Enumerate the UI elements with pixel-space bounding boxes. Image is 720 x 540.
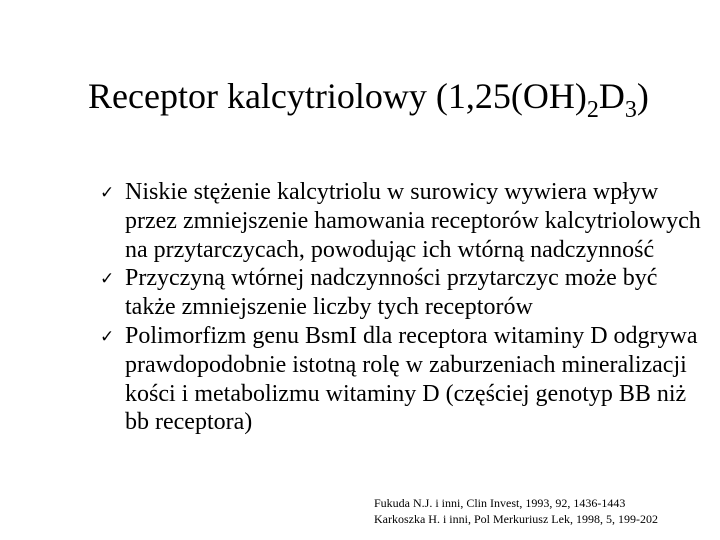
list-item [100, 322, 710, 437]
checkmark-icon: ✓ [100, 326, 115, 347]
citation-fukuda: Fukuda N.J. i inni, Clin Invest, 1993, 92, 1436-1443 [374, 496, 626, 510]
list-item [100, 178, 710, 264]
citation-karkoszka: Karkoszka H. i inni, Pol Merkuriusz Lek, 1998, 5, 199-202 [374, 512, 658, 526]
bullet-text: Polimorfizm genu BsmI dla receptora witaminy D odgrywa prawdopodobnie istotną rolę w zaburzeniach mineralizacji kości i metabolizmu witaminy D (częściej genotyp BB niż bb receptora) [125, 322, 698, 436]
bullet-list [100, 178, 710, 437]
slide-title [88, 73, 649, 123]
bullet-text: Niskie stężenie kalcytriolu w surowicy wywiera wpływ przez zmniejszenie hamowania receptorów kalcytriolowych na przytarczycach, powodując ich wtórną nadczynność [125, 179, 701, 263]
title-main: Receptor kalcytriolowy (1,25(OH) [88, 76, 587, 116]
checkmark-icon: ✓ [100, 183, 115, 203]
title-subscript-2: 2 [586, 97, 599, 123]
title-subscript-3: 3 [624, 97, 637, 123]
bullet-text: Przyczyną wtórnej nadczynności przytarczyc może być także zmniejszenie liczby tych receptorów [125, 265, 658, 321]
checkmark-icon: ✓ [100, 269, 115, 290]
list-item [100, 264, 710, 322]
title-end: ) [636, 76, 649, 116]
citations [374, 495, 658, 527]
title-mid: D [598, 76, 625, 116]
